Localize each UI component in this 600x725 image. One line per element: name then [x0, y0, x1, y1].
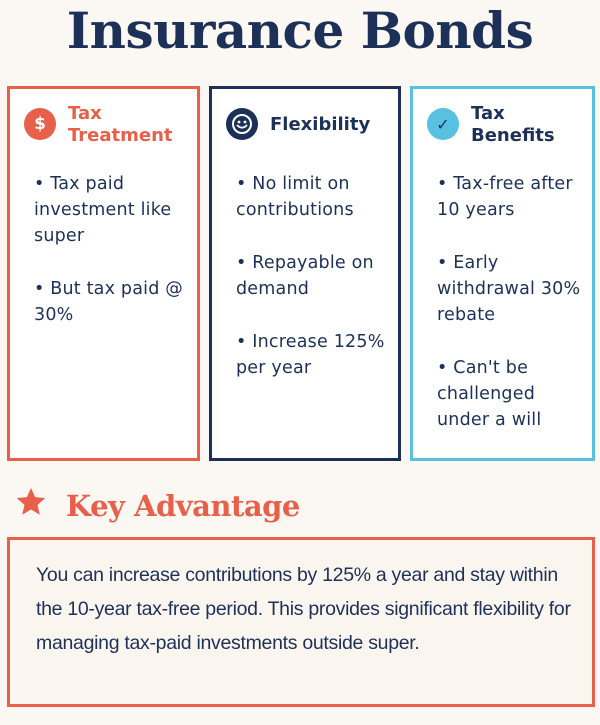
list-item: • No limit on contributions [236, 174, 354, 220]
card-header [10, 89, 197, 159]
list-item: • Tax-free after 10 years [437, 174, 573, 220]
card-title: Flexibility [270, 114, 371, 135]
card-title: Tax Treatment [68, 103, 173, 146]
list-item: • Increase 125% per year [236, 332, 385, 378]
key-advantage-heading: Key Advantage [66, 489, 300, 523]
flexibility-card [209, 86, 401, 461]
list-item: • Can't be challenged under a will [437, 358, 542, 430]
card-header [212, 89, 398, 159]
list-item: • But tax paid @ 30% [34, 279, 183, 325]
checkmark-icon: ✓ [427, 108, 459, 140]
list-item: • Early withdrawal 30% rebate [437, 253, 581, 325]
smiley-icon [226, 108, 258, 140]
list-item: • Repayable on demand [236, 253, 374, 299]
star-icon [14, 485, 48, 519]
list-item: • Tax paid investment like super [34, 174, 172, 246]
smiley-face-icon [231, 113, 253, 135]
page-title: Insurance Bonds [66, 1, 534, 60]
card-header [413, 89, 592, 159]
tax-treatment-card [7, 86, 200, 461]
tax-benefits-card [410, 86, 595, 461]
bullet-list [236, 171, 392, 408]
bullet-list [34, 171, 191, 355]
key-advantage-box [7, 537, 595, 707]
card-title: Tax Benefits [471, 103, 555, 146]
key-advantage-text: You can increase contributions by 125% a year and stay within the 10-year tax-free period. This provides significant flexibility for managing tax-paid investments outside super. [36, 564, 571, 654]
bullet-list [437, 171, 586, 460]
dollar-icon: $ [24, 108, 56, 140]
